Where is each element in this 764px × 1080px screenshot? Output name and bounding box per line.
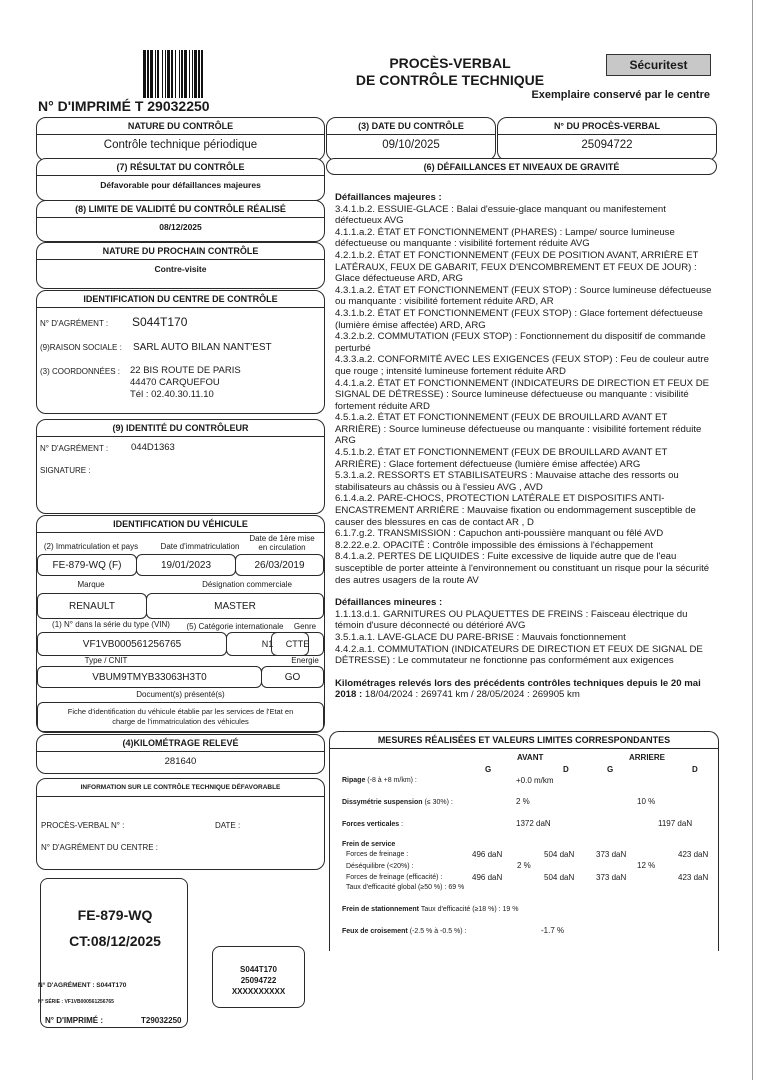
date-mec-label-1: Date de 1ère mise — [249, 534, 315, 543]
defaillance-item: 6.1.7.g.2. TRANSMISSION : Capuchon anti-poussière manquant ou fêlé AVD — [335, 528, 664, 540]
defaillance-item: 4.3.3.a.2. CONFORMITÉ AVEC LES EXIGENCES (FEUX STOP) : Feu de couleur autre que rouge ; intensité lumineuse fortement réduite ARD — [335, 354, 709, 377]
desequilibre-arriere: 12 % — [637, 861, 656, 870]
dissymetrie-limit: (≤ 30%) : — [422, 799, 453, 806]
defaillance-item: 4.5.1.b.2. ÉTAT ET FONCTIONNEMENT (FEUX DE BROUILLARD AVANT ET ARRIÈRE) : Glace fortement défectueuse (lumière émise affectée) ARG — [335, 447, 668, 470]
controleur-agrement-label: N° D'AGRÉMENT : — [40, 444, 109, 453]
categorie-label: (5) Catégorie internationale — [186, 622, 284, 631]
energie-label: Energie — [291, 656, 319, 665]
vignette-serie: N° SÉRIE : VF1VB000561256765 — [38, 999, 114, 1005]
feux-croisement-value: -1.7 % — [541, 926, 565, 935]
km-precedents-value: 18/04/2024 : 269741 km / 28/05/2024 : 269905 km — [362, 689, 580, 701]
vignette-imprime-label: N° D'IMPRIMÉ : — [45, 1016, 103, 1025]
designation-label: Désignation commerciale — [202, 580, 292, 589]
raison-sociale-value: SARL AUTO BILAN NANT'EST — [133, 342, 272, 353]
avant-d-heading: D — [563, 765, 569, 774]
nature-controle-title: NATURE DU CONTRÔLE — [37, 118, 324, 135]
vignette-ct-date: CT:08/12/2025 — [69, 933, 161, 949]
genre-value: CTTE — [271, 632, 324, 656]
marque-label: Marque — [77, 580, 105, 589]
barcode-bar — [203, 50, 206, 98]
forces-verticales-suffix: : — [399, 821, 404, 828]
defaillance-item: 8.4.1.a.2. PERTES DE LIQUIDES : Fuite excessive de liquide autre que de l'eau susceptible de porter atteinte à l'environnement ou constituant un risque pour la sécurité des autres usagers de la route AV — [335, 551, 710, 586]
copy-note: Exemplaire conservé par le centre — [531, 89, 710, 101]
vignette-box — [40, 878, 188, 1028]
defaillance-item: 4.2.1.b.2. ÉTAT ET FONCTIONNEMENT (FEUX DE POSITION AVANT, ARRIÈRE ET LATÉRAUX, FEUX DE GABARIT, FEUX D'ENCOMBREMENT ET FEUX DE JOUR) : Glace défectueuse ARD, ARG — [335, 249, 699, 285]
defaillance-item: 4.3.2.b.2. COMMUTATION (FEUX STOP) : Fonctionnement du dispositif de commande perturbé — [335, 331, 706, 354]
vehicule-title: IDENTIFICATION DU VÉHICULE — [37, 516, 324, 533]
taux-efficacite-global: Taux d'efficacité global (≥50 %) : 69 % — [346, 884, 465, 891]
numero-pv-title: N° DU PROCÈS-VERBAL — [498, 118, 716, 135]
frein-stationnement-value: Taux d'efficacité (≥18 %) : 19 % — [419, 906, 519, 913]
desequilibre-label: Déséquilibre (<20%) : — [346, 863, 414, 870]
designation-value: MASTER — [146, 593, 324, 619]
forces-freinage-ard: 423 daN — [678, 850, 709, 859]
title-line-2: DE CONTRÔLE TECHNIQUE — [355, 72, 545, 88]
forces-freinage-arg: 373 daN — [596, 850, 627, 859]
majeures-title: Défaillances majeures : — [335, 192, 442, 203]
km-precedents-label: Kilométrages relevés lors des précédents contrôles techniques depuis le 20 mai 2018 : — [335, 677, 701, 701]
numero-pv-value: 25094722 — [581, 139, 633, 151]
resultat-title: (7) RÉSULTAT DU CONTRÔLE — [37, 159, 324, 176]
page-edge — [752, 0, 753, 1080]
defaillance-item: 4.3.1.a.2. ÉTAT ET FONCTIONNEMENT (FEUX STOP) : Source lumineuse défectueuse ou manquante : visibilité fortement réduite ARD, AR — [335, 284, 712, 308]
date-controle-box — [326, 117, 496, 161]
cnit-label: Type / CNIT — [84, 656, 128, 665]
centre-box — [36, 290, 325, 414]
coordonnees-label: (3) COORDONNÉES : — [40, 367, 121, 376]
defaillance-item: 4.3.1.b.2. ÉTAT ET FONCTIONNEMENT (FEUX STOP) : Glace fortement défectueuse (lumière émise affectée) ARD, ARG — [335, 307, 703, 331]
dissymetrie-avant: 2 % — [516, 797, 530, 806]
vignette-imprime-value: T29032250 — [141, 1016, 182, 1025]
numero-pv-box — [497, 117, 717, 161]
raison-sociale-label: (9)RAISON SOCIALE : — [40, 343, 122, 352]
defaillance-item: 1.1.13.d.1. GARNITURES OU PLAQUETTES DE FREINS : Faisceau électrique du témoin d'usure déconnecté ou détérioré AVG — [335, 608, 688, 632]
brand-badge: Sécuritest — [606, 54, 711, 76]
forces-efficacite-avd: 504 daN — [544, 873, 575, 882]
forces-efficacite-label: Forces de freinage (efficacité) : — [346, 874, 443, 881]
coordonnees-value — [130, 365, 241, 401]
controleur-agrement-value: 044D1363 — [131, 442, 175, 453]
defaillance-item: 6.1.4.a.2. PARE-CHOCS, PROTECTION LATÉRALE ET DISPOSITIFS ANTI-ENCASTREMENT ARRIÈRE : Mauvaise fixation ou endommagement susceptible de causer des blessures en cas de contact AR , D — [335, 493, 696, 528]
prochain-controle-title: NATURE DU PROCHAIN CONTRÔLE — [37, 243, 324, 260]
vin-label: (1) N° dans la série du type (VIN) — [52, 620, 170, 629]
majeures-list — [335, 204, 715, 587]
centre-title: IDENTIFICATION DU CENTRE DE CONTRÔLE — [37, 291, 324, 308]
desequilibre-avant: 2 % — [517, 861, 531, 870]
forces-verticales-label: Forces verticales — [342, 821, 400, 828]
forces-verticales-row — [342, 821, 403, 828]
defaillances-header-box — [326, 158, 717, 175]
centre-agrement-label: N° D'AGRÉMENT : — [40, 319, 109, 328]
center-stamp — [212, 946, 305, 1008]
validite-title: (8) LIMITE DE VALIDITÉ DU CONTRÔLE RÉALISÉ — [37, 201, 324, 218]
defaillance-item: 4.5.1.a.2. ÉTAT ET FONCTIONNEMENT (FEUX DE BROUILLARD AVANT ET ARRIÈRE) : Source lumineuse défectueuse ou manquante : visibilité fortement réduite ARG — [335, 412, 702, 447]
resultat-box — [36, 158, 325, 201]
dissymetrie-arriere: 10 % — [637, 797, 656, 806]
telephone: Tél : 02.40.30.11.10 — [130, 389, 214, 400]
ripage-label: Ripage — [342, 777, 366, 784]
frein-service-title: Frein de service — [342, 841, 396, 848]
defaillance-item: 8.2.22.e.2. OPACITÉ : Contrôle impossible des émissions à l'échappement — [335, 539, 653, 551]
imprime-number: N° D'IMPRIMÉ T 29032250 — [38, 98, 210, 114]
feux-croisement-row — [342, 928, 467, 935]
vehicule-box — [36, 515, 325, 733]
arriere-g-heading: G — [607, 765, 614, 774]
stamp-agrement: S044T170 — [240, 965, 277, 974]
info-defavorable-box — [36, 778, 325, 870]
cnit-value: VBUM9TMYB33063H3T0 — [37, 666, 262, 688]
avant-g-heading: G — [485, 765, 492, 774]
validite-box — [36, 200, 325, 242]
signature-label: SIGNATURE : — [40, 466, 91, 475]
mesures-title: MESURES RÉALISÉES ET VALEURS LIMITES CORRESPONDANTES — [330, 732, 718, 749]
address-line-1: 22 BIS ROUTE DE PARIS — [130, 365, 241, 376]
kilometrage-box — [36, 734, 325, 774]
date-controle-value: 09/10/2025 — [382, 139, 440, 151]
document-title — [340, 55, 560, 89]
arriere-heading: ARRIERE — [629, 753, 666, 762]
arriere-d-heading: D — [692, 765, 698, 774]
energie-value: GO — [261, 666, 324, 688]
vin-value: VF1VB000561256765 — [37, 632, 227, 656]
kilometrage-value: 281640 — [164, 756, 197, 767]
date-immat-value: 19/01/2023 — [136, 554, 236, 576]
date-mec-value: 26/03/2019 — [235, 554, 324, 576]
defaillance-item: 3.5.1.a.1. LAVE-GLACE DU PARE-BRISE : Mauvais fonctionnement — [335, 631, 626, 643]
date-mec-label — [237, 534, 327, 552]
date-immat-label: Date d'immatriculation — [160, 542, 240, 551]
title-line-1: PROCÈS-VERBAL — [389, 55, 511, 71]
info-date-label: DATE : — [215, 821, 241, 830]
forces-freinage-label: Forces de freinage : — [346, 851, 409, 858]
forces-verticales-arriere: 1197 daN — [658, 819, 693, 828]
nature-controle-value: Contrôle technique périodique — [103, 139, 258, 151]
validite-value: 08/12/2025 — [159, 222, 202, 232]
immat-label: (2) Immatriculation et pays — [43, 542, 139, 551]
info-pv-label: PROCÈS-VERBAL N° : — [41, 821, 125, 830]
avant-heading: AVANT — [517, 753, 544, 762]
stamp-pv-number: 25094722 — [240, 976, 277, 985]
immat-value: FE-879-WQ (F) — [37, 554, 137, 576]
mineures-list — [335, 609, 715, 667]
ripage-row — [342, 777, 417, 784]
defaillance-item: 4.4.2.a.1. COMMUTATION (INDICATEURS DE DIRECTION ET FEUX DE SIGNAL DE DÉTRESSE) : Le commutateur ne fonctionne pas conformément aux exigences — [335, 643, 703, 667]
mesures-box — [329, 731, 719, 951]
date-controle-title: (3) DATE DU CONTRÔLE — [327, 118, 495, 135]
forces-freinage-avd: 504 daN — [544, 850, 575, 859]
ripage-value: +0.0 m/km — [516, 776, 554, 785]
categorie-value: N1 — [226, 632, 309, 656]
feux-croisement-label: Feux de croisement — [342, 928, 408, 935]
vignette-plate: FE-879-WQ — [77, 907, 153, 923]
km-precedents — [335, 678, 715, 701]
ripage-limit: (-8 à +8 m/km) : — [365, 777, 417, 784]
address-line-2: 44470 CARQUEFOU — [130, 377, 220, 388]
barcode — [143, 50, 258, 98]
documents-value: Fiche d'identification du véhicule établie par les services de l'Etat en charge de l'immatriculation des véhicules — [37, 702, 324, 732]
forces-verticales-avant: 1372 daN — [516, 819, 551, 828]
marque-value: RENAULT — [37, 593, 147, 619]
genre-label: Genre — [293, 622, 317, 631]
defaillances-title: (6) DÉFAILLANCES ET NIVEAUX DE GRAVITÉ — [423, 162, 620, 172]
date-mec-label-2: en circulation — [258, 543, 306, 552]
mineures-title: Défaillances mineures : — [335, 597, 443, 609]
dissymetrie-row — [342, 799, 453, 806]
resultat-value: Défavorable pour défaillances majeures — [100, 180, 261, 190]
defaillance-item: 4.1.1.a.2. ÉTAT ET FONCTIONNEMENT (PHARES) : Lampe/ source lumineuse défectueuse ou manquante : visibilité fortement réduite AVG — [335, 226, 675, 250]
frein-stationnement-row — [342, 906, 519, 913]
defaillance-item: 3.4.1.b.2. ESSUIE-GLACE : Balai d'essuie-glace manquant ou manifestement défectueux AVG — [335, 203, 666, 227]
feux-croisement-limit: (-2.5 % à -0.5 %) : — [407, 928, 467, 935]
vignette-agrement: N° D'AGRÉMENT : S044T170 — [38, 982, 127, 989]
nature-controle-box — [36, 117, 325, 161]
frein-stationnement-label: Frein de stationnement — [342, 906, 420, 913]
defaillance-item: 4.4.1.a.2. ÉTAT ET FONCTIONNEMENT (INDICATEURS DE DIRECTION ET FEUX DE SIGNAL DE DÉTRESSE) : Source lumineuse défectueuse ou manquante : visibilité fortement réduite ARD — [335, 377, 710, 412]
forces-freinage-avg: 496 daN — [472, 850, 503, 859]
documents-label: Document(s) présenté(s) — [136, 690, 225, 699]
forces-efficacite-avg: 496 daN — [472, 873, 503, 882]
stamp-placeholder: XXXXXXXXXX — [231, 987, 286, 996]
prochain-controle-box — [36, 242, 325, 289]
info-defavorable-title: INFORMATION SUR LE CONTRÔLE TECHNIQUE DÉFAVORABLE — [37, 779, 324, 797]
forces-efficacite-ard: 423 daN — [678, 873, 709, 882]
info-agrement-label: N° D'AGRÉMENT DU CENTRE : — [41, 843, 159, 852]
defaillance-item: 5.3.1.a.2. RESSORTS ET STABILISATEURS : Mauvaise attache des ressorts ou stabilisateurs au châssis ou à l'essieu AVG , AVD — [335, 470, 679, 493]
forces-efficacite-arg: 373 daN — [596, 873, 627, 882]
controleur-box — [36, 419, 325, 514]
dissymetrie-label: Dissymétrie suspension — [342, 799, 423, 806]
controleur-title: (9) IDENTITÉ DU CONTRÔLEUR — [37, 420, 324, 437]
prochain-controle-value: Contre-visite — [154, 264, 207, 274]
centre-agrement-value: S044T170 — [132, 315, 188, 329]
kilometrage-title: (4)KILOMÉTRAGE RELEVÉ — [37, 735, 324, 752]
defaillances-list — [335, 192, 715, 701]
